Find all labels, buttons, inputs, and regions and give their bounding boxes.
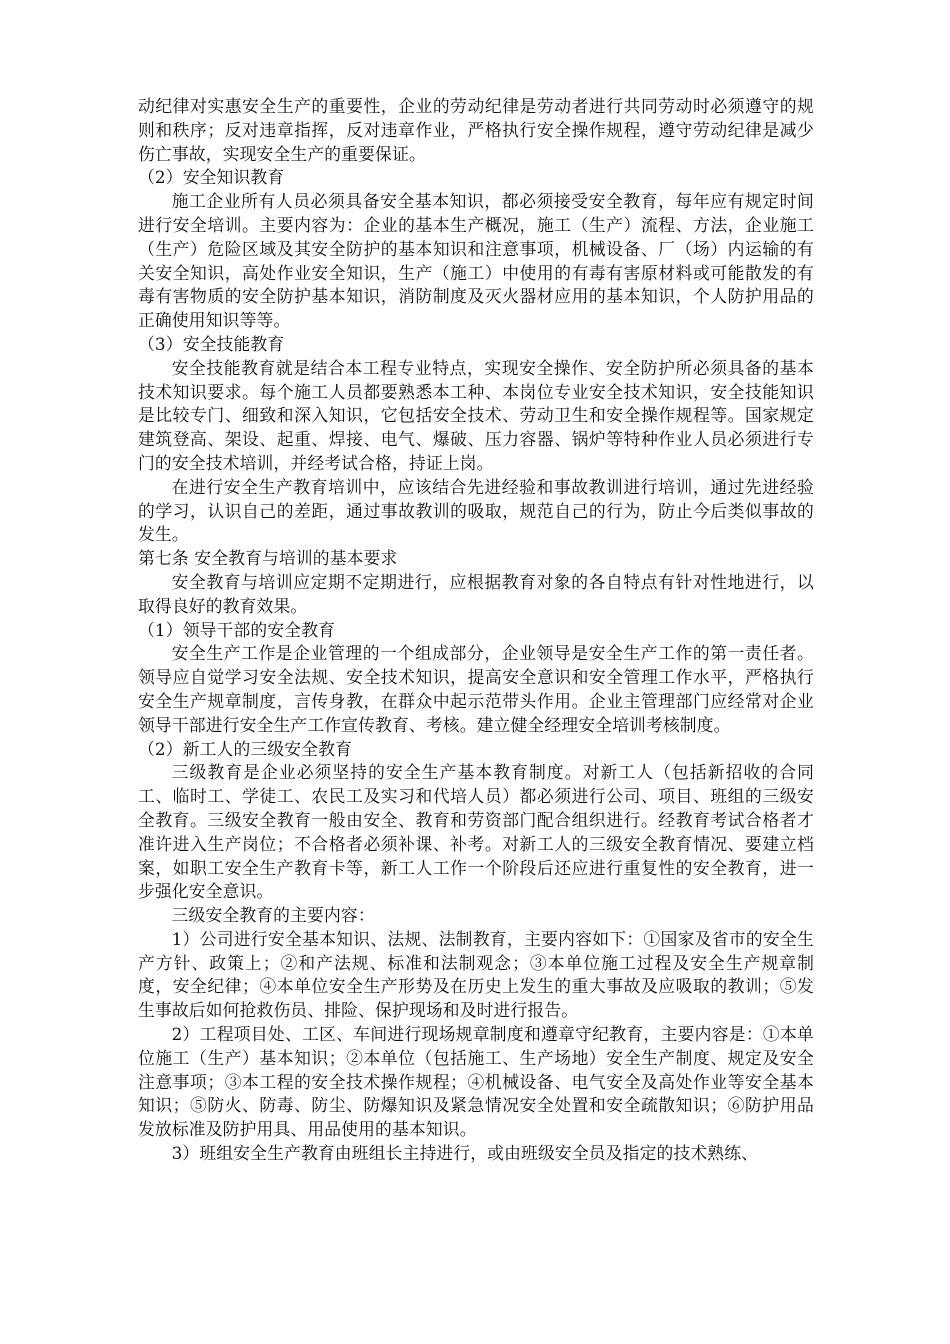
subheading-safety-knowledge: （2）安全知识教育 xyxy=(138,167,285,188)
paragraph-experience-lessons: 在进行安全生产教育培训中，应该结合先进经验和事故教训进行培训，通过先进经验的学习，认识自己的差距，通过事故教训的吸取，规范自己的行为，防止今后类似事故的发生。 xyxy=(138,476,814,545)
list-item-team-level: 3）班组安全生产教育由班组长主持进行，或由班级安全员及指定的技术熟练、 xyxy=(171,1143,759,1164)
subheading-leader-education: （1）领导干部的安全教育 xyxy=(138,619,336,640)
document-page xyxy=(138,95,814,1166)
paragraph-safety-knowledge: 施工企业所有人员必须具备安全基本知识，都必须接受安全教育，每年应有规定时间进行安全培训。主要内容为：企业的基本生产概况，施工（生产）流程、方法，企业施工（生产）危险区域及其安全防护的基本知识和注意事项，机械设备、厂（场）内运输的有关安全知识，高处作业安全知识，生产（施工）中使用的有毒有害原材料或可能散发的有毒有害物质的安全防护基本知识，消防制度及灭火器材应用的基本知识，个人防护用品的正确使用知识等等。 xyxy=(138,191,814,331)
paragraph-basic-requirements: 安全教育与培训应定期不定期进行，应根据教育对象的各自特点有针对性地进行，以取得良好的教育效果。 xyxy=(138,571,814,616)
subheading-safety-skills: （3）安全技能教育 xyxy=(138,333,285,354)
list-item-company-level: 1）公司进行安全基本知识、法规、法制教育，主要内容如下：①国家及省市的安全生产方针、政策上；②和产法规、标准和法制观念；③本单位施工过程及安全生产规章制度，安全纪律；④本单位安全生产形势及在历史上发生的重大事故及应吸取的教训；⑤发生事故后如何抢救伤员、排险、保护现场和及时进行报告。 xyxy=(138,928,814,1021)
paragraph-three-level-education: 三级教育是企业必须坚持的安全生产基本教育制度。对新工人（包括新招收的合同工、临时工、学徒工、农民工及实习和代培人员）都必须进行公司、项目、班组的三级安全教育。三级安全教育一般由安全、教育和劳资部门配合组织进行。经教育考试合格者才准许进入生产岗位；不合格者必须补课、补考。对新工人的三级安全教育情况、要建立档案，如职工安全生产教育卡等，新工人工作一个阶段后还应进行重复性的安全教育，进一步强化安全意识。 xyxy=(138,762,814,902)
paragraph-leader-education: 安全生产工作是企业管理的一个组成部分，企业领导是安全生产工作的第一责任者。领导应自觉学习安全法规、安全技术知识，提高安全意识和安全管理工作水平，严格执行安全生产规章制度，言传身教，在群众中起示范带头作用。企业主管理部门应经常对企业领导干部进行安全生产工作宣传教育、考核。建立健全经理安全培训考核制度。 xyxy=(138,643,814,735)
paragraph-main-content-intro: 三级安全教育的主要内容： xyxy=(171,905,375,926)
paragraph-safety-skills: 安全技能教育就是结合本工程专业特点，实现安全操作、安全防护所必须具备的基本技术知识要求。每个施工人员都要熟悉本工种、本岗位专业安全技术知识，安全技能知识是比较专门、细致和深入知识，它包括安全技术、劳动卫生和安全操作规程等。国家规定建筑登高、架设、起重、焊接、电气、爆破、压力容器、锅炉等特种作业人员必须进行专门的安全技术培训，并经考试合格，持证上岗。 xyxy=(138,357,814,473)
paragraph-continued: 动纪律对实惠安全生产的重要性，企业的劳动纪律是劳动者进行共同劳动时必须遵守的规则和秩序；反对违章指挥，反对违章作业，严格执行安全操作规程，遵守劳动纪律是减少伤亡事故，实现安全生产的重要保证。 xyxy=(138,96,814,164)
list-item-project-level: 2）工程项目处、工区、车间进行现场规章制度和遵章守纪教育，主要内容是：①本单位施工（生产）基本知识；②本单位（包括施工、生产场地）安全生产制度、规定及安全注意事项；③本工程的安全技术操作规程；④机械设备、电气安全及高处作业等安全基本知识；⑤防火、防毒、防尘、防爆知识及紧急情况安全处置和安全疏散知识；⑥防护用品发放标准及防护用具、用品使用的基本知识。 xyxy=(138,1024,814,1140)
subheading-three-level-education: （2）新工人的三级安全教育 xyxy=(138,738,353,759)
article-heading: 第七条 安全教育与培训的基本要求 xyxy=(138,548,398,569)
